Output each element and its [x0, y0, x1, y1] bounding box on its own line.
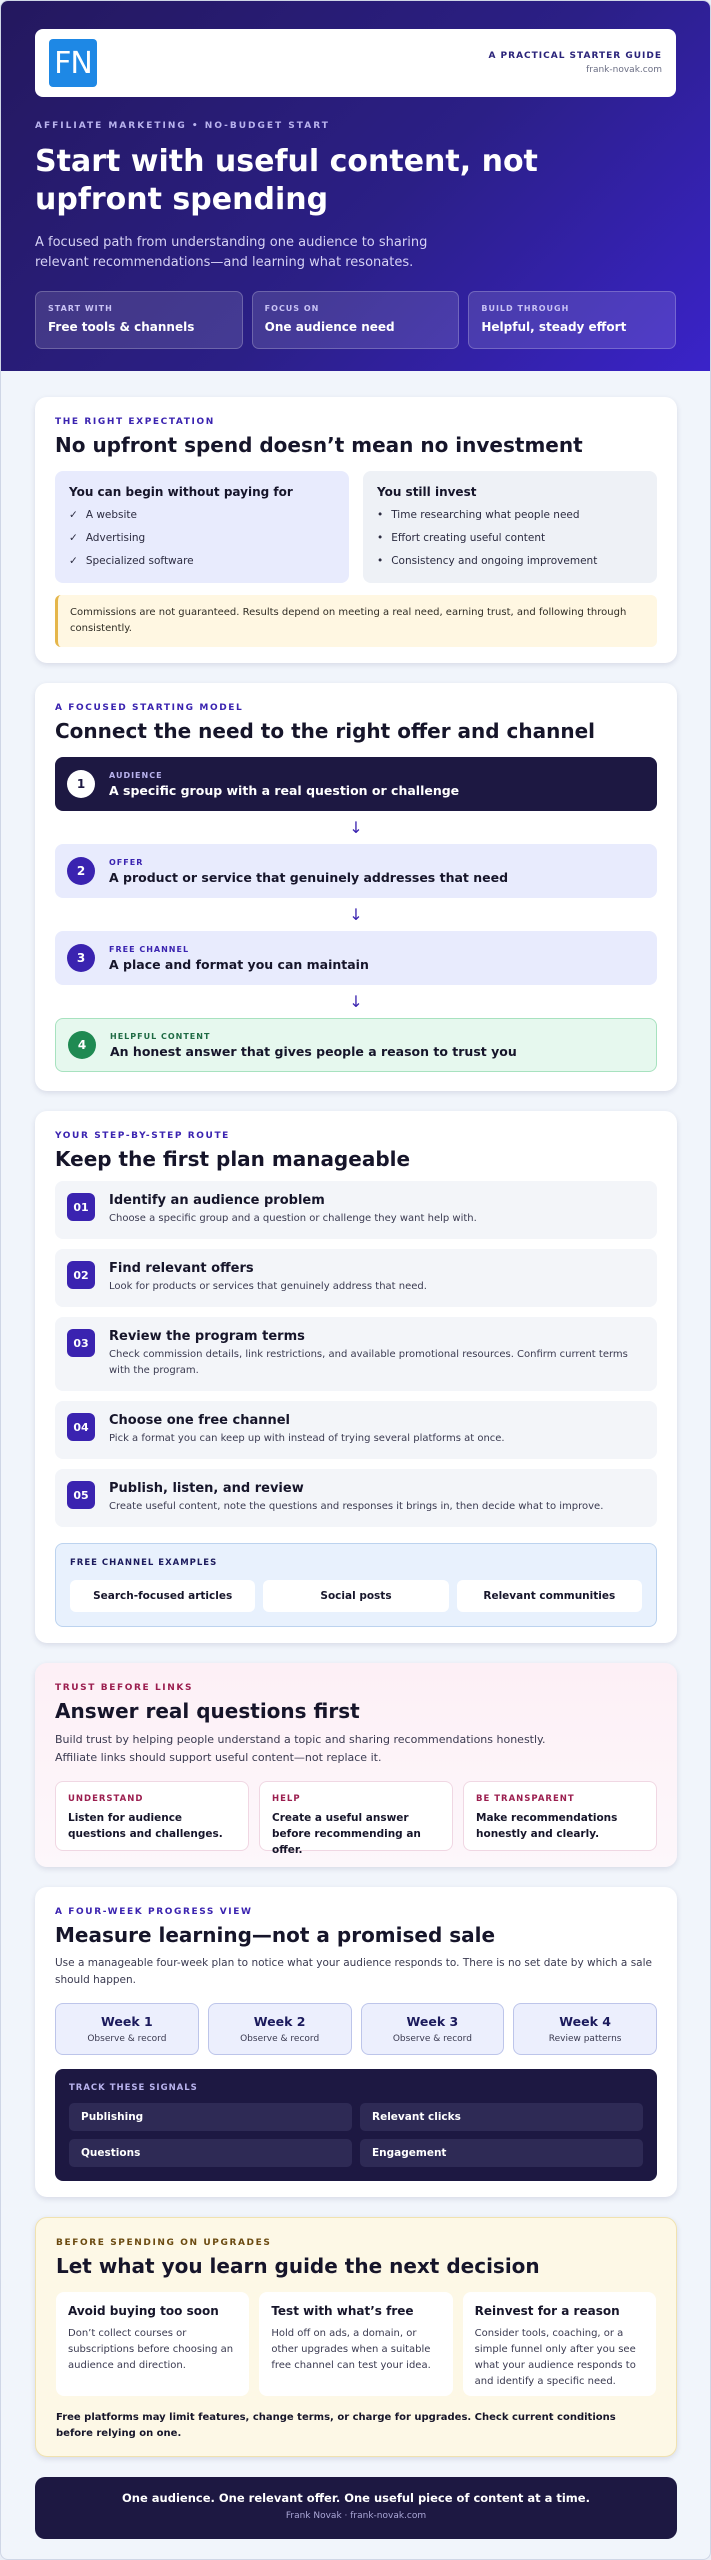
week-title: Week 4 [559, 2014, 611, 2029]
tip-avoid-buying [56, 2292, 249, 2396]
step-description: Choose a specific group and a question or challenge they want help with. [109, 1213, 477, 1224]
step-description: Look for products or services that genuinely address that need. [109, 1281, 427, 1292]
flow-label: AUDIENCE [109, 770, 163, 780]
step-title: Find relevant offers [109, 1261, 254, 1276]
check-icon: ✓ [69, 509, 78, 521]
section-description: Build trust by helping people understand a topic and sharing recommendations honestly. Affiliate links should support useful content—not replace it. [55, 1733, 546, 1764]
step-description: Create useful content, note the questions and responses it brings in, then decide what to improve. [109, 1501, 604, 1512]
week-subtitle: Observe & record [392, 2034, 472, 2044]
hero [1, 1, 710, 371]
section-eyebrow: A FOUR-WEEK PROGRESS VIEW [55, 1907, 253, 1917]
step-title: Identify an audience problem [109, 1193, 325, 1208]
pill-value: Free tools & channels [48, 320, 195, 334]
tip-text: Don’t collect courses or subscriptions before choosing an audience and direction. [68, 2328, 234, 2371]
route-step [55, 1317, 657, 1391]
signal-chip: Publishing [69, 2103, 352, 2131]
tip-text: Consider tools, coaching, or a simple funnel only after you see what your audience responds to and identify a specific need. [474, 2328, 636, 2387]
hero-pills [35, 291, 676, 349]
trust-principles [55, 1781, 657, 1856]
header-info [488, 51, 662, 75]
section-eyebrow: TRUST BEFORE LINKS [55, 1683, 194, 1693]
channels-label: FREE CHANNEL EXAMPLES [70, 1558, 218, 1568]
flow-step-content [55, 1018, 657, 1072]
check-icon: ✓ [69, 532, 78, 544]
progress-card [35, 1887, 677, 2197]
section-title: Measure learning—not a promised sale [55, 1923, 496, 1947]
step-description: Check commission details, link restrictions, and available promotional resources. Confirm current terms with the program. [109, 1349, 628, 1376]
bullet-icon: • [377, 555, 384, 567]
channel-chip: Search-focused articles [70, 1580, 255, 1612]
tip-title: Test with what’s free [271, 2304, 414, 2318]
item-text: Effort creating useful content [391, 532, 546, 544]
signal-grid [69, 2103, 643, 2167]
flow-label: FREE CHANNEL [109, 944, 190, 954]
week-list [55, 2003, 657, 2055]
week-4 [513, 2003, 657, 2055]
flow-label: HELPFUL CONTENT [110, 1031, 211, 1041]
logo[interactable]: FN [49, 39, 97, 87]
step-title: Publish, listen, and review [109, 1481, 304, 1496]
expectation-card [35, 397, 677, 663]
channel-list [70, 1580, 642, 1612]
week-1 [55, 2003, 199, 2055]
section-title: No upfront spend doesn’t mean no investment [55, 433, 583, 457]
step-number: 2 [67, 857, 95, 885]
footer-credit[interactable]: Frank Novak · frank-novak.com [285, 2511, 427, 2521]
next-decision-card [35, 2217, 677, 2457]
route-card [35, 1111, 677, 1643]
route-step [55, 1469, 657, 1527]
principle-transparent [463, 1781, 657, 1851]
week-subtitle: Observe & record [87, 2034, 167, 2044]
free-column [55, 471, 349, 583]
step-number: 02 [67, 1261, 95, 1289]
arrow-down-icon: ↓ [349, 818, 363, 837]
principle-label: HELP [272, 1794, 301, 1804]
flow-text: A place and format you can maintain [109, 956, 369, 972]
principle-help [259, 1781, 453, 1856]
list-item [69, 555, 335, 567]
arrow-down-icon: ↓ [349, 905, 363, 924]
pill-focus-on [252, 291, 460, 349]
footnote: Free platforms may limit features, change terms, or charge for upgrades. Check current conditions before relying on one. [56, 2412, 616, 2439]
step-title: Review the program terms [109, 1329, 305, 1344]
section-title: Answer real questions first [55, 1699, 360, 1723]
step-number: 04 [67, 1413, 95, 1441]
channel-chip: Relevant communities [457, 1580, 642, 1612]
week-3 [361, 2003, 505, 2055]
week-subtitle: Observe & record [240, 2034, 320, 2044]
route-step [55, 1181, 657, 1239]
flow-label: OFFER [109, 857, 144, 867]
invest-column [363, 471, 657, 583]
pill-value: Helpful, steady effort [481, 320, 627, 334]
step-number: 03 [67, 1329, 95, 1357]
section-eyebrow: A FOCUSED STARTING MODEL [55, 703, 244, 713]
week-title: Week 3 [406, 2014, 459, 2029]
week-subtitle: Review patterns [548, 2034, 622, 2044]
signals-label: TRACK THESE SIGNALS [69, 2083, 198, 2093]
item-text: Specialized software [85, 555, 194, 567]
item-text: Consistency and ongoing improvement [391, 555, 598, 567]
guide-title: A PRACTICAL STARTER GUIDE [488, 51, 662, 61]
step-number: 05 [67, 1481, 95, 1509]
tip-title: Reinvest for a reason [474, 2304, 620, 2318]
expectation-columns [55, 471, 657, 583]
tip-title: Avoid buying too soon [68, 2304, 219, 2318]
hero-eyebrow: AFFILIATE MARKETING • NO-BUDGET START [35, 121, 330, 131]
signal-chip: Questions [69, 2139, 352, 2167]
section-eyebrow: YOUR STEP-BY-STEP ROUTE [55, 1131, 230, 1141]
footer-title: One audience. One relevant offer. One useful piece of content at a time. [122, 2491, 590, 2505]
item-text: Time researching what people need [391, 509, 580, 521]
signals-panel [55, 2069, 657, 2181]
signal-chip: Engagement [360, 2139, 643, 2167]
section-eyebrow: BEFORE SPENDING ON UPGRADES [56, 2238, 272, 2248]
flow-step-audience [55, 757, 657, 811]
site-link[interactable]: frank-novak.com [586, 65, 662, 75]
signal-chip: Relevant clicks [360, 2103, 643, 2131]
week-title: Week 1 [101, 2014, 153, 2029]
pill-label: START WITH [48, 304, 113, 313]
section-title: Let what you learn guide the next decision [56, 2254, 540, 2278]
pill-value: One audience need [264, 320, 395, 334]
section-title: Connect the need to the right offer and channel [55, 719, 596, 743]
top-bar [35, 29, 676, 97]
section-eyebrow: THE RIGHT EXPECTATION [55, 417, 215, 427]
channel-examples [55, 1543, 657, 1627]
free-title: You can begin without paying for [69, 485, 293, 499]
bullet-icon: • [377, 532, 384, 544]
step-description: Pick a format you can keep up with instead of trying several platforms at once. [109, 1433, 505, 1444]
bullet-icon: • [377, 509, 384, 521]
week-2 [208, 2003, 352, 2055]
arrow-down-icon: ↓ [349, 992, 363, 1011]
flow [55, 757, 657, 1072]
principle-text: Make recommendations honestly and clearly. [476, 1812, 618, 1840]
flow-text: An honest answer that gives people a reason to trust you [110, 1043, 517, 1059]
model-card [35, 683, 677, 1091]
step-title: Choose one free channel [109, 1413, 291, 1428]
week-title: Week 2 [253, 2014, 306, 2029]
principle-understand [55, 1781, 249, 1851]
list-item [377, 509, 643, 521]
check-icon: ✓ [69, 555, 78, 567]
pill-label: FOCUS ON [264, 304, 320, 313]
trust-card [35, 1663, 677, 1867]
disclaimer-note: Commissions are not guaranteed. Results depend on meeting a real need, earning trust, and following through consistently. [55, 595, 657, 647]
principle-label: BE TRANSPARENT [476, 1794, 575, 1804]
hero-description: A focused path from understanding one audience to sharing relevant recommendations—and learning what resonates. [35, 235, 428, 270]
principle-label: UNDERSTAND [68, 1794, 144, 1804]
invest-title: You still invest [377, 485, 477, 499]
pill-build-through [468, 291, 676, 349]
tip-text: Hold off on ads, a domain, or other upgrades when a suitable free channel can test your idea. [271, 2328, 431, 2371]
step-number: 3 [67, 944, 95, 972]
flow-step-offer [55, 844, 657, 898]
list-item [69, 509, 335, 521]
flow-text: A specific group with a real question or challenge [109, 782, 460, 798]
list-item [377, 555, 643, 567]
footer [35, 2477, 677, 2539]
route-step [55, 1401, 657, 1459]
section-title: Keep the first plan manageable [55, 1147, 411, 1171]
pill-label: BUILD THROUGH [481, 304, 570, 313]
list-item [377, 532, 643, 544]
list-item [69, 532, 335, 544]
flow-step-channel [55, 931, 657, 985]
principle-text: Create a useful answer before recommending an offer. [272, 1812, 421, 1856]
item-text: A website [85, 509, 138, 521]
flow-text: A product or service that genuinely addresses that need [109, 869, 509, 885]
route-step [55, 1249, 657, 1307]
tip-reinvest [463, 2292, 656, 2396]
item-text: Advertising [85, 532, 146, 544]
decision-tips [56, 2292, 656, 2396]
channel-chip: Social posts [263, 1580, 448, 1612]
hero-title: Start with useful content, not upfront spending [35, 144, 538, 217]
step-number: 1 [67, 770, 95, 798]
step-number: 01 [67, 1193, 95, 1221]
pill-start-with [35, 291, 243, 349]
tip-test-free [259, 2292, 452, 2396]
principle-text: Listen for audience questions and challenges. [68, 1812, 223, 1840]
section-description: Use a manageable four-week plan to notice what your audience responds to. There is no set date by which a sale should happen. [55, 1957, 652, 1986]
step-number: 4 [68, 1031, 96, 1059]
